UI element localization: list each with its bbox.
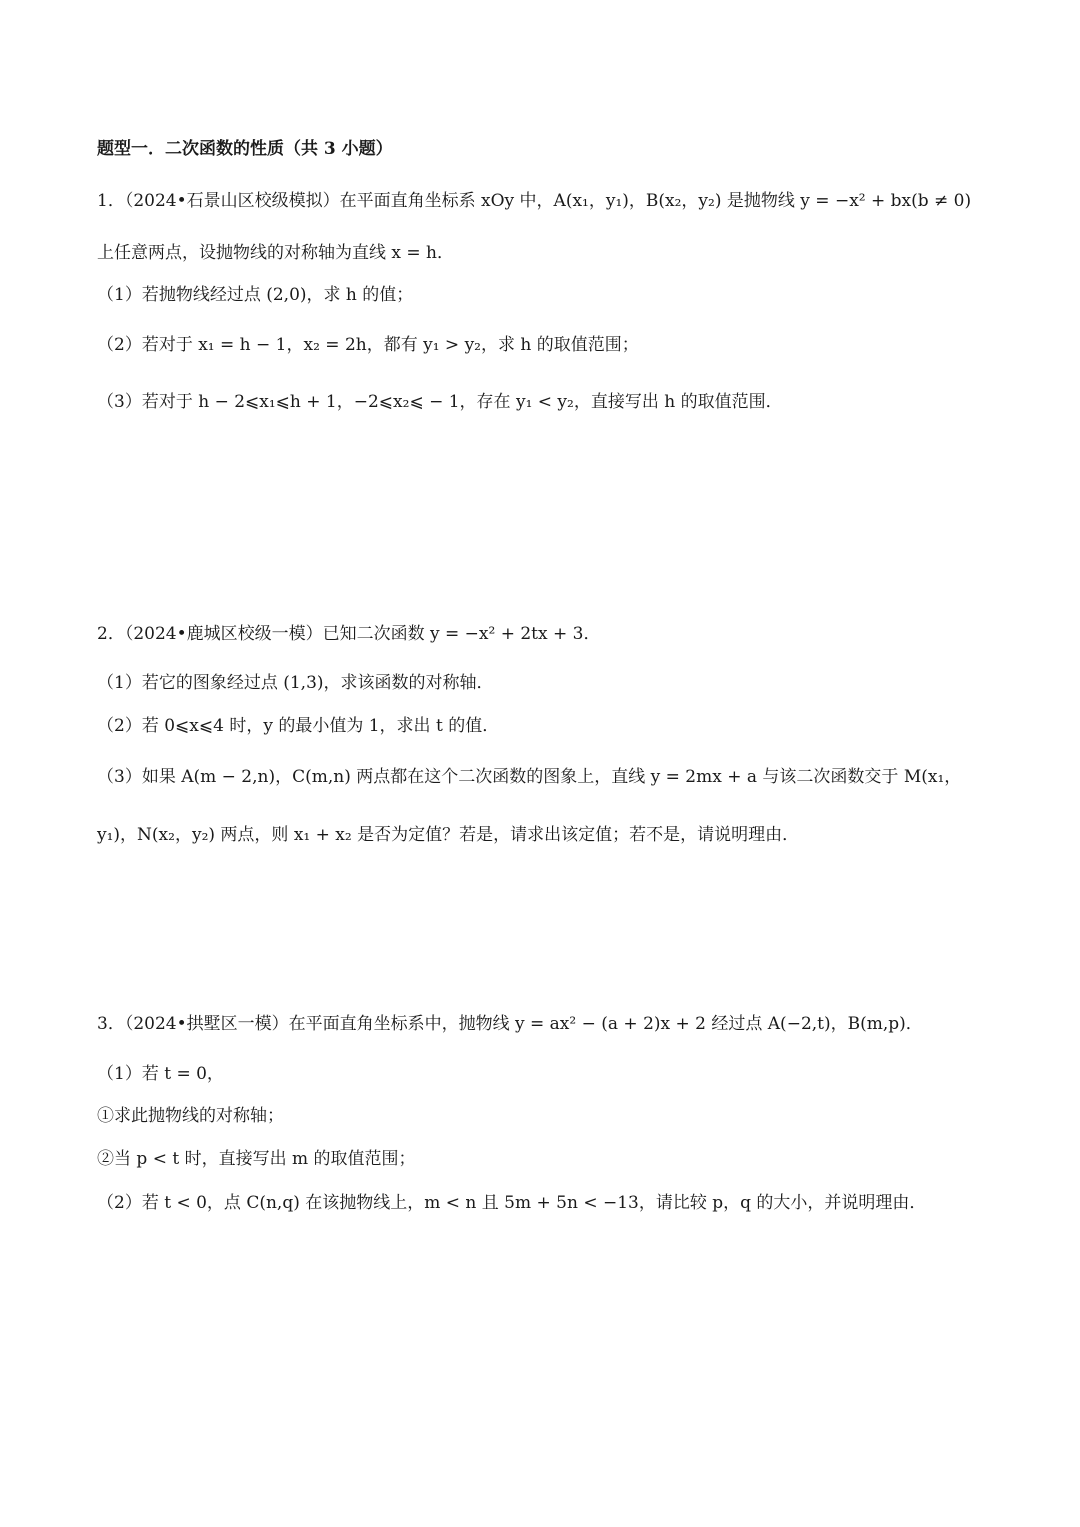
problem-3-line-1: 3．（2024•拱墅区一模）在平面直角坐标系中，抛物线 y = ax² − (a + 2)x + 2 经过点 A(−2,t)，B(m,p)．	[97, 1014, 923, 1034]
problem-2-part-1: （1）若它的图象经过点 (1,3)，求该函数的对称轴．	[97, 673, 494, 693]
problem-3-subitem-1: ①求此抛物线的对称轴；	[97, 1106, 284, 1126]
problem-2-part-2: （2）若 0⩽x⩽4 时，y 的最小值为 1，求出 t 的值．	[97, 716, 500, 736]
problem-1-part-3: （3）若对于 h − 2⩽x₁⩽h + 1，−2⩽x₂⩽ − 1，存在 y₁ < y₂，直接写出 h 的取值范围．	[97, 392, 783, 412]
problem-3-part-2: （2）若 t < 0，点 C(n,q) 在该抛物线上，m < n 且 5m + 5n < −13，请比较 p，q 的大小，并说明理由．	[97, 1193, 927, 1213]
problem-3-part-1: （1）若 t = 0，	[97, 1064, 224, 1084]
problem-2-part-3-line-2: y₁)，N(x₂，y₂) 两点，则 x₁ + x₂ 是否为定值？若是，请求出该定值；若不是，请说明理由．	[97, 825, 800, 845]
problem-1-line-1: 1．（2024•石景山区校级模拟）在平面直角坐标系 xOy 中，A(x₁，y₁)，B(x₂，y₂) 是抛物线 y = −x² + bx(b ≠ 0)	[97, 191, 972, 211]
problem-1-part-2: （2）若对于 x₁ = h − 1，x₂ = 2h，都有 y₁ > y₂，求 h 的取值范围；	[97, 335, 639, 355]
problem-1-line-2: 上任意两点，设抛物线的对称轴为直线 x = h．	[97, 243, 454, 263]
problem-2-line-1: 2．（2024•鹿城区校级一模）已知二次函数 y = −x² + 2tx + 3．	[97, 624, 601, 644]
problem-2-part-3-line-1: （3）如果 A(m − 2,n)，C(m,n) 两点都在这个二次函数的图象上，直线 y = 2mx + a 与该二次函数交于 M(x₁，	[97, 767, 962, 787]
problem-1-part-1: （1）若抛物线经过点 (2,0)，求 h 的值；	[97, 285, 414, 305]
section-heading: 题型一．二次函数的性质（共 3 小题）	[97, 139, 393, 159]
problem-3-subitem-2: ②当 p < t 时，直接写出 m 的取值范围；	[97, 1149, 416, 1169]
